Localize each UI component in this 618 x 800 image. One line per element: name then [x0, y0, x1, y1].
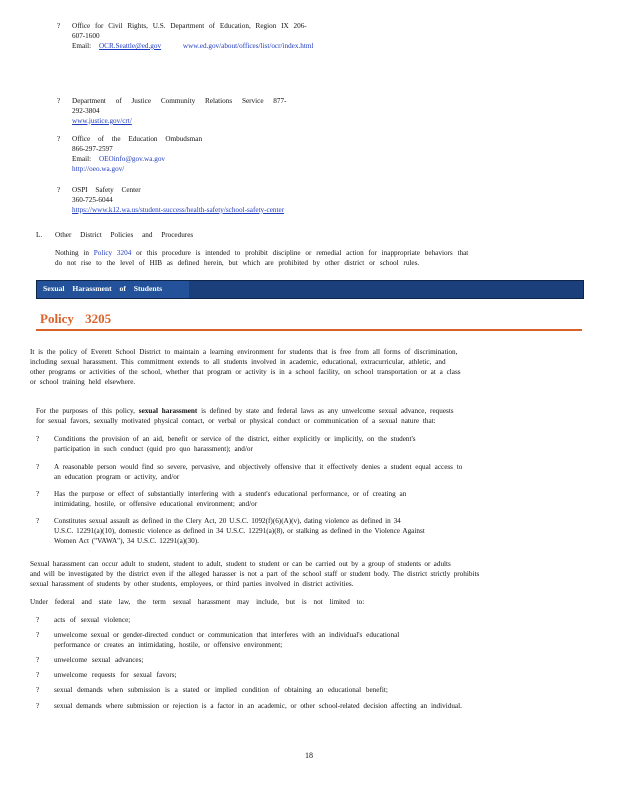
url-link[interactable]: www.ed.gov/about/offices/list/ocr/index.html: [182, 41, 314, 50]
bullet-mark: ?: [36, 686, 40, 694]
email-link[interactable]: OEOinfo@gov.wa.gov: [98, 154, 166, 163]
condition-item: [54, 517, 574, 547]
section-banner: [36, 280, 584, 299]
item-line: Women Act ("VAWA"), 34 U.S.C. 12291(a)(30).: [54, 536, 199, 545]
item-line: acts of sexual violence;: [54, 616, 131, 624]
example-item: [54, 656, 574, 666]
bullet-mark: ?: [57, 97, 61, 105]
item-line: sexual demands where submission or rejection is a factor in an academic, or other school-related decision affecting an individual.: [54, 702, 462, 710]
page-number: 18: [305, 751, 313, 760]
item-line: Conditions the provision of an aid, benefit or service of the district, either explicitly or implicitly, on the student's: [54, 435, 416, 443]
contact-oeo: [72, 135, 372, 175]
item-line: unwelcome sexual advances;: [54, 656, 144, 664]
contact-ospi: [72, 186, 392, 216]
definition-pre: For the purposes of this policy,: [36, 407, 135, 415]
section-heading: Other District Policies and Procedures: [55, 231, 194, 239]
policy-3204-link[interactable]: Policy 3204: [93, 249, 132, 257]
item-line: sexual demands when submission is a stated or implied condition of obtaining an educational benefit;: [54, 686, 388, 694]
item-line: participation in such conduct (quid pro quo harassment); and/or: [54, 444, 253, 453]
policy-title: Policy 3205: [40, 311, 112, 326]
policy-paragraph-3: [30, 560, 582, 590]
paragraph-line: other programs or activities of the school, whether that program or activity is in a school facility, on school transportation or at a class: [30, 367, 461, 376]
contact-doj: [72, 97, 372, 127]
url-link[interactable]: http://oeo.wa.gov/: [72, 164, 125, 173]
email-label: Email:: [72, 41, 92, 50]
section-text-post: or this procedure is intended to prohibit discipline or remedial action for inappropriate behaviors that: [136, 249, 469, 257]
contact-ocr: [72, 22, 372, 52]
bullet-mark: ?: [36, 517, 40, 525]
section-letter: L.: [36, 231, 43, 239]
bullet-mark: ?: [36, 616, 40, 624]
bullet-mark: ?: [36, 671, 40, 679]
policy-paragraph-4: Under federal and state law, the term sexual harassment may include, but is not limited to:: [30, 598, 365, 606]
contact-phone: 360-725-6044: [72, 195, 113, 204]
example-item: [54, 616, 574, 626]
contact-name: Office for Civil Rights, U.S. Department of Education, Region IX 206-: [72, 22, 307, 30]
bullet-mark: ?: [57, 22, 61, 30]
banner-title: Sexual Harassment of Students: [43, 284, 163, 293]
example-item: [54, 631, 574, 651]
item-line: unwelcome sexual or gender-directed conduct or communication that interferes with an individual's educational: [54, 631, 400, 639]
item-line: Constitutes sexual assault as defined in the Clery Act, 20 U.S.C. 1092(f)(6)(A)(v), dating violence as defined in 34: [54, 517, 401, 525]
example-item: [54, 686, 574, 696]
section-text-pre: Nothing in: [55, 249, 89, 257]
bullet-mark: ?: [36, 656, 40, 664]
email-label: Email:: [72, 154, 92, 163]
paragraph-line: sexual harassment of students by other students, employees, or third parties involved in district activities.: [30, 579, 354, 588]
section-text-line2: do not rise to the level of HIB as defined herein, but which are prohibited by other district or school rules.: [55, 258, 420, 267]
policy-paragraph-2: [36, 407, 576, 427]
item-line: performance or creates an intimidating, hostile, or offensive environment;: [54, 640, 283, 649]
contact-phone: 292-3804: [72, 106, 100, 115]
paragraph-line: It is the policy of Everett School District to maintain a learning environment for students that is free from all forms of discrimination,: [30, 348, 458, 356]
bullet-mark: ?: [36, 490, 40, 498]
item-line: Has the purpose or effect of substantially interfering with a student's educational performance, or of creating an: [54, 490, 407, 498]
policy-paragraph-1: [30, 348, 582, 388]
example-item: [54, 671, 574, 681]
contact-name: Department of Justice Community Relations Service 877-: [72, 97, 287, 105]
contact-phone: 607-1600: [72, 31, 100, 40]
item-line: U.S.C. 12291(a)(10), domestic violence as defined in 34 U.S.C. 12291(a)(8), or stalking as defined in the Violence Against: [54, 526, 425, 535]
section-body: [55, 249, 575, 269]
bullet-mark: ?: [36, 702, 40, 710]
contact-phone: 866-297-2597: [72, 144, 113, 153]
url-link[interactable]: www.justice.gov/crt/: [72, 116, 132, 125]
bullet-mark: ?: [36, 463, 40, 471]
example-item: [54, 702, 574, 712]
definition-term: sexual harassment: [138, 407, 198, 415]
definition-line2: for sexual favors, sexually motivated physical contact, or verbal or physical conduct or communication of a sexual nature that:: [36, 416, 436, 425]
item-line: intimidating, hostile, or offensive educational environment; and/or: [54, 499, 258, 508]
paragraph-line: Sexual harassment can occur adult to student, student to adult, student to student or can be carried out by a group of students or adults: [30, 560, 451, 568]
bullet-mark: ?: [57, 135, 61, 143]
item-line: unwelcome requests for sexual favors;: [54, 671, 177, 679]
condition-item: [54, 490, 574, 510]
condition-item: [54, 435, 574, 455]
contact-name: OSPI Safety Center: [72, 186, 141, 194]
contact-name: Office of the Education Ombudsman: [72, 135, 203, 143]
definition-post: is defined by state and federal laws as any unwelcome sexual advance, requests: [201, 407, 454, 415]
email-link[interactable]: OCR.Seattle@ed.gov: [98, 41, 162, 50]
paragraph-line: including sexual harassment. This commitment extends to all students involved in academic, educational, extracurricular, athletic, and: [30, 357, 446, 366]
item-line: an education program or activity, and/or: [54, 472, 180, 481]
paragraph-line: and will be investigated by the district even if the alleged harasser is not a part of the school staff or student body. The district strictly prohibits: [30, 569, 480, 578]
title-rule: [36, 329, 582, 331]
condition-item: [54, 463, 574, 483]
url-link[interactable]: https://www.k12.wa.us/student-success/health-safety/school-safety-center: [72, 205, 285, 214]
bullet-mark: ?: [57, 186, 61, 194]
bullet-mark: ?: [36, 435, 40, 443]
paragraph-line: or school training held elsewhere.: [30, 377, 136, 386]
item-line: A reasonable person would find so severe, pervasive, and objectively offensive that it effectively denies a student equal access to: [54, 463, 463, 471]
bullet-mark: ?: [36, 631, 40, 639]
